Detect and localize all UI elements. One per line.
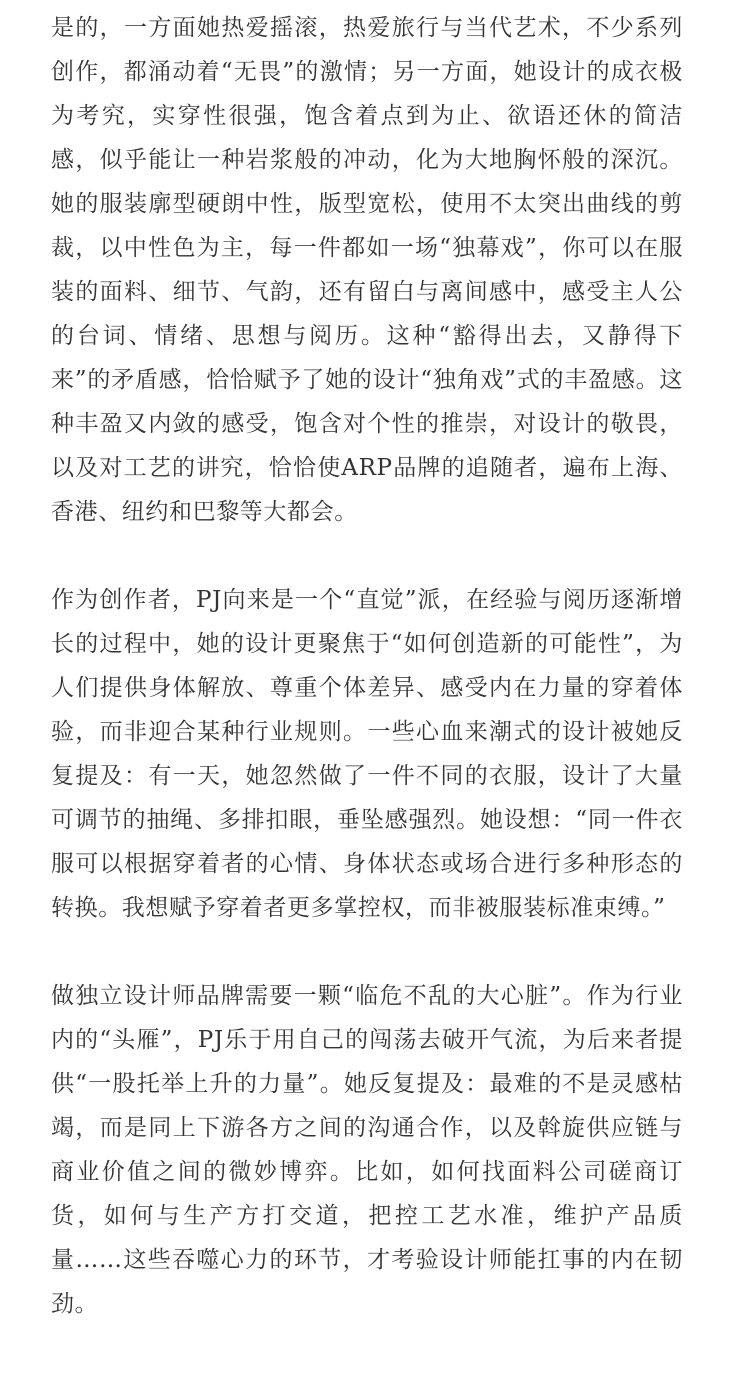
article-body xyxy=(51,6,683,1326)
article-paragraph: 作为创作者，PJ向来是一个“直觉”派，在经验与阅历逐渐增长的过程中，她的设计更聚焦于“如何创造新的可能性”，为人们提供身体解放、尊重个体差异、感受内在力量的穿着体验，而非迎合某种行业规则。一些心血来潮式的设计被她反复提及：有一天，她忽然做了一件不同的衣服，设计了大量可调节的抽绳、多排扣眼，垂坠感强烈。她设想：“同一件衣服可以根据穿着者的心情、身体状态或场合进行多种形态的转换。我想赋予穿着者更多掌控权，而非被服装标准束缚。” xyxy=(51,587,683,921)
article-paragraph: 做独立设计师品牌需要一颗“临危不乱的大心脏”。作为行业内的“头雁”，PJ乐于用自己的闯荡去破开气流，为后来者提供“一股托举上升的力量”。她反复提及：最难的不是灵感枯竭，而是同上下游各方之间的沟通合作，以及斡旋供应链与商业价值之间的微妙博弈。比如，如何找面料公司磋商订货，如何与生产方打交道，把控工艺水准，维护产品质量……这些吞噬心力的环节，才考验设计师能扛事的内在韧劲。 xyxy=(51,983,683,1317)
article-paragraph: 是的，一方面她热爱摇滚，热爱旅行与当代艺术，不少系列创作，都涌动着“无畏”的激情；另一方面，她设计的成衣极为考究，实穿性很强，饱含着点到为止、欲语还休的简洁感，似乎能让一种岩浆般的冲动，化为大地胸怀般的深沉。她的服装廓型硬朗中性，版型宽松，使用不太突出曲线的剪裁，以中性色为主，每一件都如一场“独幕戏”，你可以在服装的面料、细节、气韵，还有留白与离间感中，感受主人公的台词、情绪、思想与阅历。这种“豁得出去，又静得下来”的矛盾感，恰恰赋予了她的设计“独角戏”式的丰盈感。这种丰盈又内敛的感受，饱含对个性的推崇，对设计的敬畏，以及对工艺的讲究，恰恰使ARP品牌的追随者，遍布上海、香港、纽约和巴黎等大都会。 xyxy=(51,15,683,525)
